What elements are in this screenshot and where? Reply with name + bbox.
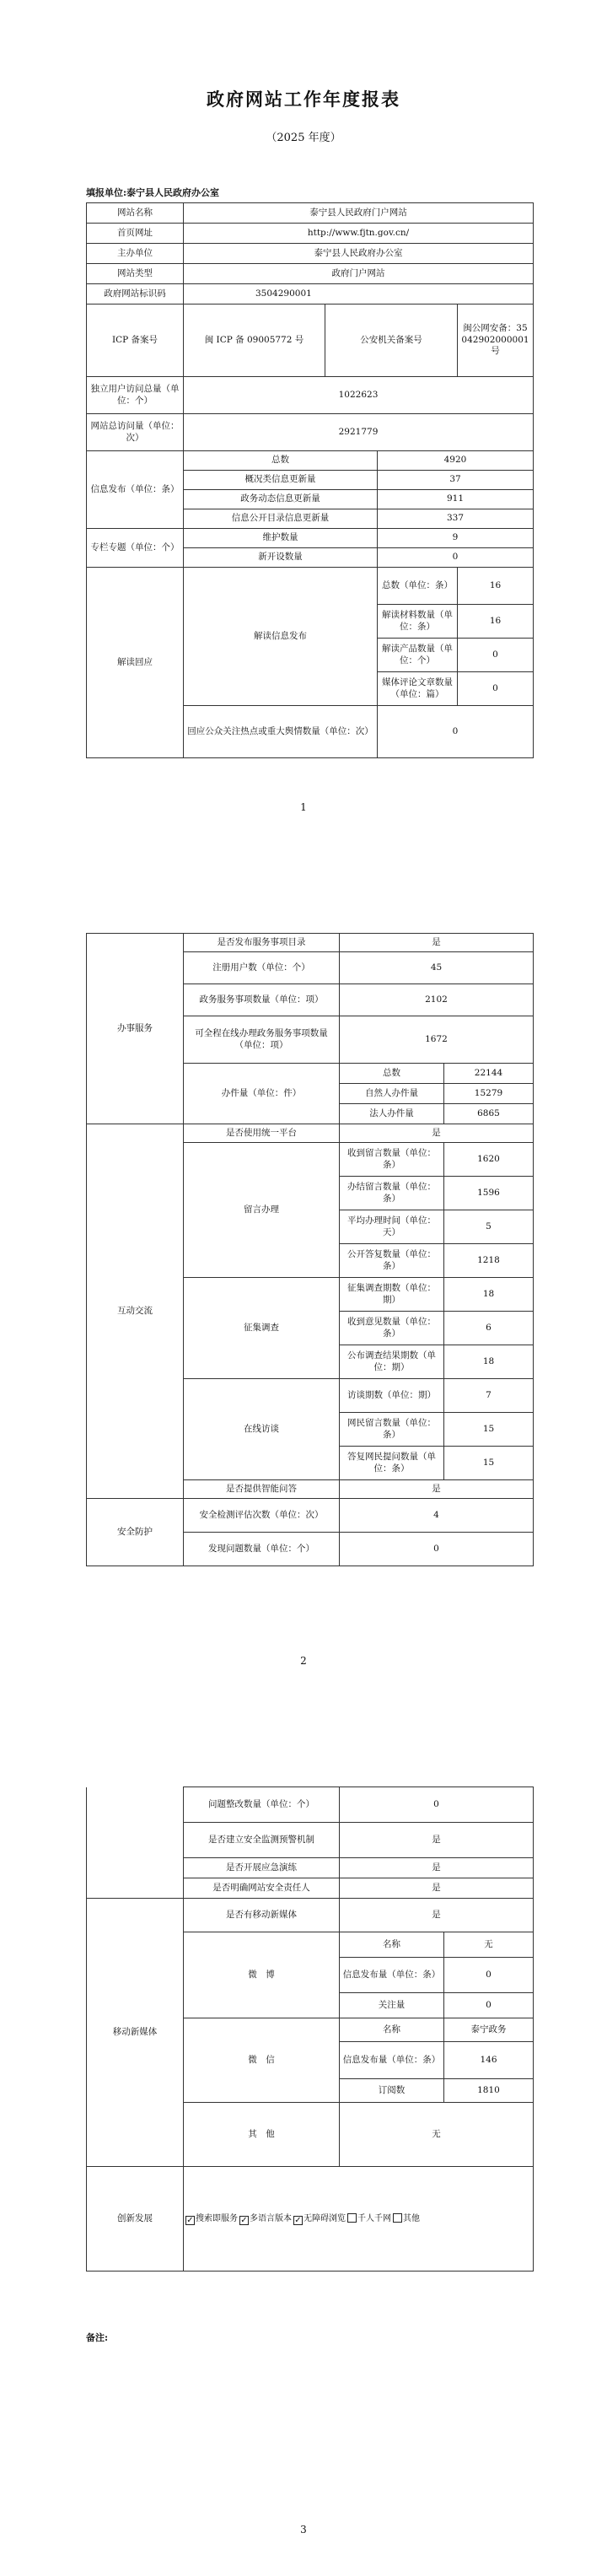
interview-msg-value: 15 (444, 1413, 534, 1447)
column-new-label: 新开设数量 (184, 548, 378, 568)
info-publish-label: 信息发布（单位：条） (87, 451, 184, 529)
interview-answer-value: 15 (444, 1447, 534, 1480)
wechat-name-value: 泰宁政务 (444, 2018, 534, 2042)
security-eval-label: 安全检测评估次数（单位：次） (184, 1499, 340, 1533)
security-found-label: 发现问题数量（单位：个） (184, 1533, 340, 1566)
news-update-label: 政务动态信息更新量 (184, 490, 378, 509)
weibo-posts-label: 信息发布量（单位：条） (340, 1958, 444, 1993)
wechat-posts-value: 146 (444, 2042, 534, 2079)
pv-label: 网站总访问量（单位：次） (87, 414, 184, 451)
wechat-posts-label: 信息发布量（单位：条） (340, 2042, 444, 2079)
msg-done-label: 办结留言数量（单位：条） (340, 1177, 444, 1210)
interview-num-label: 访谈期数（单位：期） (340, 1379, 444, 1413)
case-legal-value: 6865 (444, 1104, 534, 1124)
msg-public-label: 公开答复数量（单位：条） (340, 1244, 444, 1278)
drill-label: 是否开展应急演练 (184, 1858, 340, 1878)
weibo-name-value: 无 (444, 1932, 534, 1958)
report-table-page3 (86, 1786, 534, 2272)
interview-num-value: 7 (444, 1379, 534, 1413)
interpret-label: 解读回应 (87, 568, 184, 758)
interact-label: 互动交流 (87, 1124, 184, 1499)
info-total-label: 总数 (184, 451, 378, 471)
site-id-label: 政府网站标识码 (87, 284, 184, 304)
site-type-value: 政府门户网站 (184, 264, 534, 284)
unified-platform-label: 是否使用统一平台 (184, 1124, 340, 1143)
wechat-sub-label: 订阅数 (340, 2079, 444, 2103)
interpret-material-label: 解读材料数量（单位：条） (378, 605, 458, 639)
info-total-value: 4920 (378, 451, 534, 471)
msg-received-value: 1620 (444, 1143, 534, 1177)
wechat-label: 微 信 (184, 2018, 340, 2103)
interview-msg-label: 网民留言数量（单位：条） (340, 1413, 444, 1447)
responsible-label: 是否明确网站安全责任人 (184, 1878, 340, 1899)
monitor-label: 是否建立安全监测预警机制 (184, 1823, 340, 1858)
interpret-product-value: 0 (458, 639, 534, 672)
site-name-value: 泰宁县人民政府门户网站 (184, 203, 534, 224)
site-id-value: 3504290001 (184, 284, 534, 304)
has-new-media-label: 是否有移动新媒体 (184, 1899, 340, 1932)
security-found-value: 0 (340, 1533, 534, 1566)
survey-views-value: 6 (444, 1312, 534, 1345)
pv-value: 2921779 (184, 414, 534, 451)
home-url-value: http://www.fjtn.gov.cn/ (184, 224, 534, 244)
innovation-option-label: 无障碍浏览 (304, 2213, 346, 2223)
police-value: 闽公网安备：35042902000001 号 (458, 304, 534, 377)
weibo-posts-value: 0 (444, 1958, 534, 1993)
msg-time-label: 平均办理时间（单位：天） (340, 1210, 444, 1244)
checked-checkbox-icon: ✓ (240, 2215, 248, 2225)
innovation-option (347, 2214, 391, 2223)
unchecked-checkbox-icon (347, 2213, 357, 2223)
has-new-media-value: 是 (340, 1899, 534, 1932)
service-catalog-value: 是 (340, 934, 534, 952)
msg-public-value: 1218 (444, 1244, 534, 1278)
service-catalog-label: 是否发布服务事项目录 (184, 934, 340, 952)
unified-platform-value: 是 (340, 1124, 534, 1143)
survey-num-value: 18 (444, 1278, 534, 1312)
message-handling-label: 留言办理 (184, 1143, 340, 1278)
overview-update-label: 概况类信息更新量 (184, 471, 378, 490)
page-number-3: 3 (300, 2524, 307, 2536)
police-label: 公安机关备案号 (325, 304, 458, 377)
online-interview-label: 在线访谈 (184, 1379, 340, 1480)
service-items-value: 2102 (340, 984, 534, 1016)
service-items-label: 政务服务事项数量（单位：项） (184, 984, 340, 1016)
drill-value: 是 (340, 1858, 534, 1878)
site-type-label: 网站类型 (87, 264, 184, 284)
security-label: 安全防护 (87, 1499, 184, 1566)
online-items-value: 1672 (340, 1016, 534, 1064)
security-continued-cell (87, 1787, 184, 1899)
innovation-option (185, 2214, 238, 2223)
report-table-page2 (86, 933, 534, 1566)
interview-answer-label: 答复网民提问数量（单位：条） (340, 1447, 444, 1480)
weibo-label: 微 博 (184, 1932, 340, 2018)
case-person-value: 15279 (444, 1084, 534, 1104)
icp-label: ICP 备案号 (87, 304, 184, 377)
organizer-label: 主办单位 (87, 244, 184, 264)
case-total-value: 22144 (444, 1064, 534, 1084)
smart-qa-label: 是否提供智能问答 (184, 1480, 340, 1499)
security-eval-value: 4 (340, 1499, 534, 1533)
home-url-label: 首页网址 (87, 224, 184, 244)
innovation-label: 创新发展 (87, 2167, 184, 2272)
responsible-value: 是 (340, 1878, 534, 1899)
overview-update-value: 37 (378, 471, 534, 490)
innovation-option-label: 其他 (403, 2213, 420, 2223)
checked-checkbox-icon: ✓ (186, 2215, 194, 2225)
msg-done-value: 1596 (444, 1177, 534, 1210)
page-number-2: 2 (300, 1655, 307, 1667)
new-media-label: 移动新媒体 (87, 1899, 184, 2167)
media-comment-value: 0 (458, 672, 534, 706)
wechat-name-label: 名称 (340, 2018, 444, 2042)
registered-users-label: 注册用户数（单位：个） (184, 952, 340, 984)
remark-label: 备注: (86, 2332, 109, 2343)
interpret-product-label: 解读产品数量（单位：个） (378, 639, 458, 672)
msg-time-value: 5 (444, 1210, 534, 1244)
survey-num-label: 征集调查期数（单位：期） (340, 1278, 444, 1312)
column-maintain-value: 9 (378, 529, 534, 548)
interpret-total-label: 总数（单位：条） (378, 568, 458, 605)
survey-label: 征集调查 (184, 1278, 340, 1379)
fixed-count-label: 问题整改数量（单位：个） (184, 1787, 340, 1823)
organizer-value: 泰宁县人民政府办公室 (184, 244, 534, 264)
registered-users-value: 45 (340, 952, 534, 984)
innovation-option-label: 千人千网 (357, 2213, 391, 2223)
report-title: 政府网站工作年度报表 (207, 89, 400, 110)
uv-value: 1022623 (184, 377, 534, 414)
weibo-follow-value: 0 (444, 1993, 534, 2018)
column-new-value: 0 (378, 548, 534, 568)
wechat-sub-value: 1810 (444, 2079, 534, 2103)
case-total-label: 总数 (340, 1064, 444, 1084)
other-media-value: 无 (340, 2103, 534, 2167)
innovation-option-label: 搜索即服务 (196, 2213, 238, 2223)
innovation-option (293, 2214, 346, 2223)
unchecked-checkbox-icon (393, 2213, 402, 2223)
column-maintain-label: 维护数量 (184, 529, 378, 548)
innovation-option (239, 2214, 292, 2223)
checked-checkbox-icon: ✓ (294, 2215, 302, 2225)
service-label: 办事服务 (87, 934, 184, 1124)
report-year: （2025 年度） (266, 132, 341, 144)
media-comment-label: 媒体评论文章数量（单位：篇） (378, 672, 458, 706)
innovation-options (184, 2167, 534, 2272)
icp-value: 闽 ICP 备 09005772 号 (184, 304, 325, 377)
catalog-update-label: 信息公开目录信息更新量 (184, 509, 378, 529)
catalog-update-value: 337 (378, 509, 534, 529)
survey-views-label: 收到意见数量（单位：条） (340, 1312, 444, 1345)
innovation-option-label: 多语言版本 (250, 2213, 292, 2223)
weibo-name-label: 名称 (340, 1932, 444, 1958)
case-volume-label: 办件量（单位：件） (184, 1064, 340, 1124)
survey-results-value: 18 (444, 1345, 534, 1379)
report-table-page1 (86, 202, 534, 758)
case-person-label: 自然人办件量 (340, 1084, 444, 1104)
site-name-label: 网站名称 (87, 203, 184, 224)
interpret-total-value: 16 (458, 568, 534, 605)
survey-results-label: 公布调查结果期数（单位：期） (340, 1345, 444, 1379)
hot-response-value: 0 (378, 706, 534, 758)
interpret-publish-label: 解读信息发布 (184, 568, 378, 706)
online-items-label: 可全程在线办理政务服务事项数量（单位：项） (184, 1016, 340, 1064)
other-media-label: 其 他 (184, 2103, 340, 2167)
smart-qa-value: 是 (340, 1480, 534, 1499)
msg-received-label: 收到留言数量（单位：条） (340, 1143, 444, 1177)
filing-unit: 填报单位:泰宁县人民政府办公室 (86, 187, 220, 198)
innovation-option (393, 2214, 420, 2223)
monitor-value: 是 (340, 1823, 534, 1858)
column-label: 专栏专题（单位：个） (87, 529, 184, 568)
hot-response-label: 回应公众关注热点或重大舆情数量（单位：次） (184, 706, 378, 758)
uv-label: 独立用户访问总量（单位：个） (87, 377, 184, 414)
fixed-count-value: 0 (340, 1787, 534, 1823)
case-legal-label: 法人办件量 (340, 1104, 444, 1124)
interpret-material-value: 16 (458, 605, 534, 639)
news-update-value: 911 (378, 490, 534, 509)
page-number-1: 1 (300, 801, 307, 813)
weibo-follow-label: 关注量 (340, 1993, 444, 2018)
